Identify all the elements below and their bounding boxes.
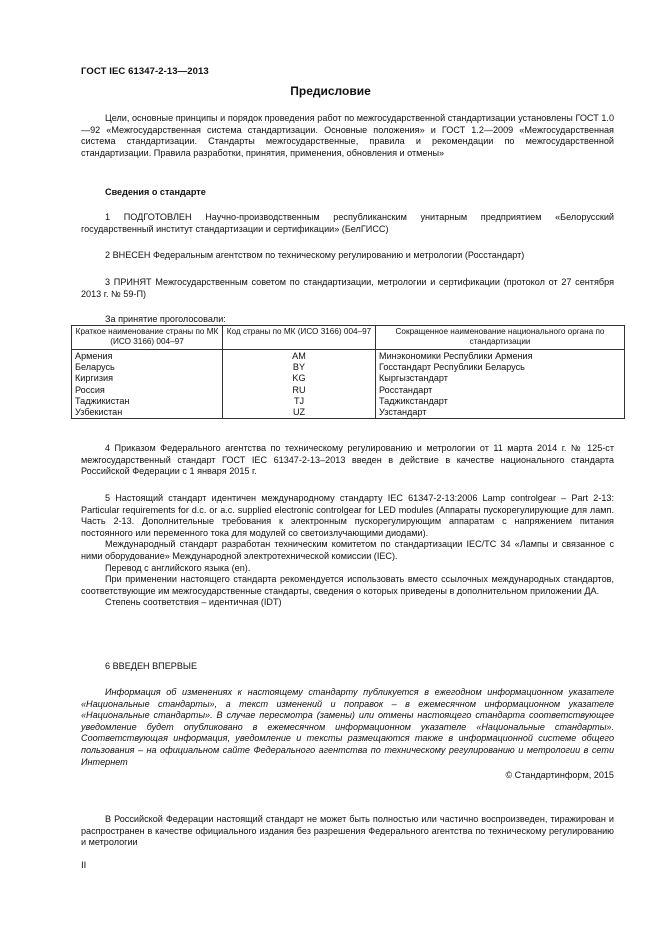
votes-table-header [72,326,625,350]
intro-block [81,113,614,159]
votes-table [71,325,625,419]
header-code: Код страны по МК (ИСО 3166) 004–97 [223,326,376,350]
cell-country: Таджикистан [72,396,223,407]
cell-code: KG [223,373,376,384]
item-6-first-introduced: 6 ВВЕДЕН ВПЕРВЫЕ [105,661,198,671]
item-5-identical: 5 Настоящий стандарт идентичен международному стандарту IEC 61347-2-13:2006 Lamp controlgear – Part 2-13: Particular requirements for d.c. or a.c. supplied electronic controlgear for LED modules (Аппараты пускорегулирующие для ламп. Часть 2-13. Дополнительные требования к электронным пускорегулирующим аппаратам с напряжением питания постоянного или переменного тока для модулей со светоизлучающими диодами). [81,493,614,538]
changes-info-paragraph: Информация об изменениях к настоящему стандарту публикуется в ежегодном информационном указателе «Национальные стандарты», а текст изменений и поправок – в ежемесячном информационном указателе «Национальные стандарты». В случае пересмотра (замены) или отмены настоящего стандарта соответствующее уведомление будет опубликовано в ежемесячном информационном указателе «Национальные стандарты». Соответствующая информация, уведомление и тексты размещаются также в информационной системе общего пользования – на официальном сайте Федерального агентства по техническому регулированию и метрологии в сети Интернет [81,687,614,767]
cell-country: Киргизия [72,373,223,384]
cell-body: Узстандарт [376,407,625,419]
cell-body: Таджикстандарт [376,396,625,407]
item-2-block [81,250,614,262]
table-row [72,362,625,373]
item-4-block [81,443,614,478]
item-1-block [81,212,614,235]
legal-block [81,814,614,849]
legal-notice: В Российской Федерации настоящий стандарт не может быть полностью или частично воспроизведен, тиражирован и распространен в качестве официального издания без разрешения Федерального агентства по техническому регулированию и метрологии [81,814,614,848]
item-2-introduced: 2 ВНЕСЕН Федеральным агентством по техническому регулированию и метрологии (Росстандарт) [105,250,525,260]
cell-code: UZ [223,407,376,419]
document-code-header: ГОСТ IEC 61347-2-13—2013 [81,66,209,77]
header-body: Сокращенное наименование национального органа по стандартизации [376,326,625,350]
vote-intro: За принятие проголосовали: [105,314,226,324]
item-1-prepared: 1 ПОДГОТОВЛЕН Научно-производственным республиканским унитарным предприятием «Белорусский государственный институт стандартизации и сертификации» (БелГИСС) [81,212,614,234]
cell-code: RU [223,385,376,396]
cell-country: Беларусь [72,362,223,373]
cell-body: Кыргызстандарт [376,373,625,384]
table-row [72,396,625,407]
section-heading: Сведения о стандарте [105,187,206,197]
cell-code: AM [223,350,376,363]
intro-paragraph: Цели, основные принципы и порядок проведения работ по межгосударственной стандартизации установлены ГОСТ 1.0—92 «Межгосударственная система стандартизации. Основные положения» и ГОСТ 1.2—2009 «Межгосударственная система стандартизации. Стандарты межгосударственные, правила и рекомендации по межгосударственной стандартизации. Правила разработки, принятия, применения, обновления и отмены» [81,113,614,158]
cell-country: Россия [72,385,223,396]
cell-country: Узбекистан [72,407,223,419]
cell-body: Росстандарт [376,385,625,396]
item-3-block [81,277,614,300]
item-5-translation: Перевод с английского языка (en). [105,562,251,573]
table-row [72,350,625,363]
cell-body: Госстандарт Республики Беларусь [376,362,625,373]
item-5-committee: Международный стандарт разработан техническим комитетом по стандартизации IEC/TC 34 «Лампы и связанное с ними оборудование» Международной электротехнической комиссии (IEC). [81,539,614,561]
cell-code: BY [223,362,376,373]
header-country: Краткое наименование страны по МК (ИСО 3166) 004–97 [72,326,223,350]
item-5-degree: Степень соответствия – идентичная (IDT) [105,597,282,608]
table-row [72,385,625,396]
table-row [72,373,625,384]
cell-country: Армения [72,350,223,363]
item-6-block [81,661,614,673]
copyright: © Стандартинформ, 2015 [505,770,614,781]
cell-code: TJ [223,396,376,407]
item-4-order: 4 Приказом Федерального агентства по техническому регулированию и метрологии от 11 марта 2014 г. № 125-ст межгосударственный стандарт ГОСТ IEC 61347-2-13–2013 введен в действие в качестве национального стандарта Российской Федерации с 1 января 2015 г. [81,443,614,477]
page-number: II [81,860,87,871]
table-row [72,407,625,419]
item-3-adopted: 3 ПРИНЯТ Межгосударственным советом по стандартизации, метрологии и сертификации (протокол от 27 сентября 2013 г. № 59-П) [81,277,614,299]
info-block [81,687,614,782]
standard-info-block [81,187,614,199]
page-title: Предисловие [290,84,371,98]
cell-body: Минэкономики Республики Армения [376,350,625,363]
vote-block [75,314,614,419]
item-5-block [81,493,614,609]
item-5-references: При применении настоящего стандарта рекомендуется использовать вместо ссылочных международных стандартов, соответствующие им межгосударственные стандарты, сведения о которых приведены в дополнительном приложении ДА. [81,574,614,596]
